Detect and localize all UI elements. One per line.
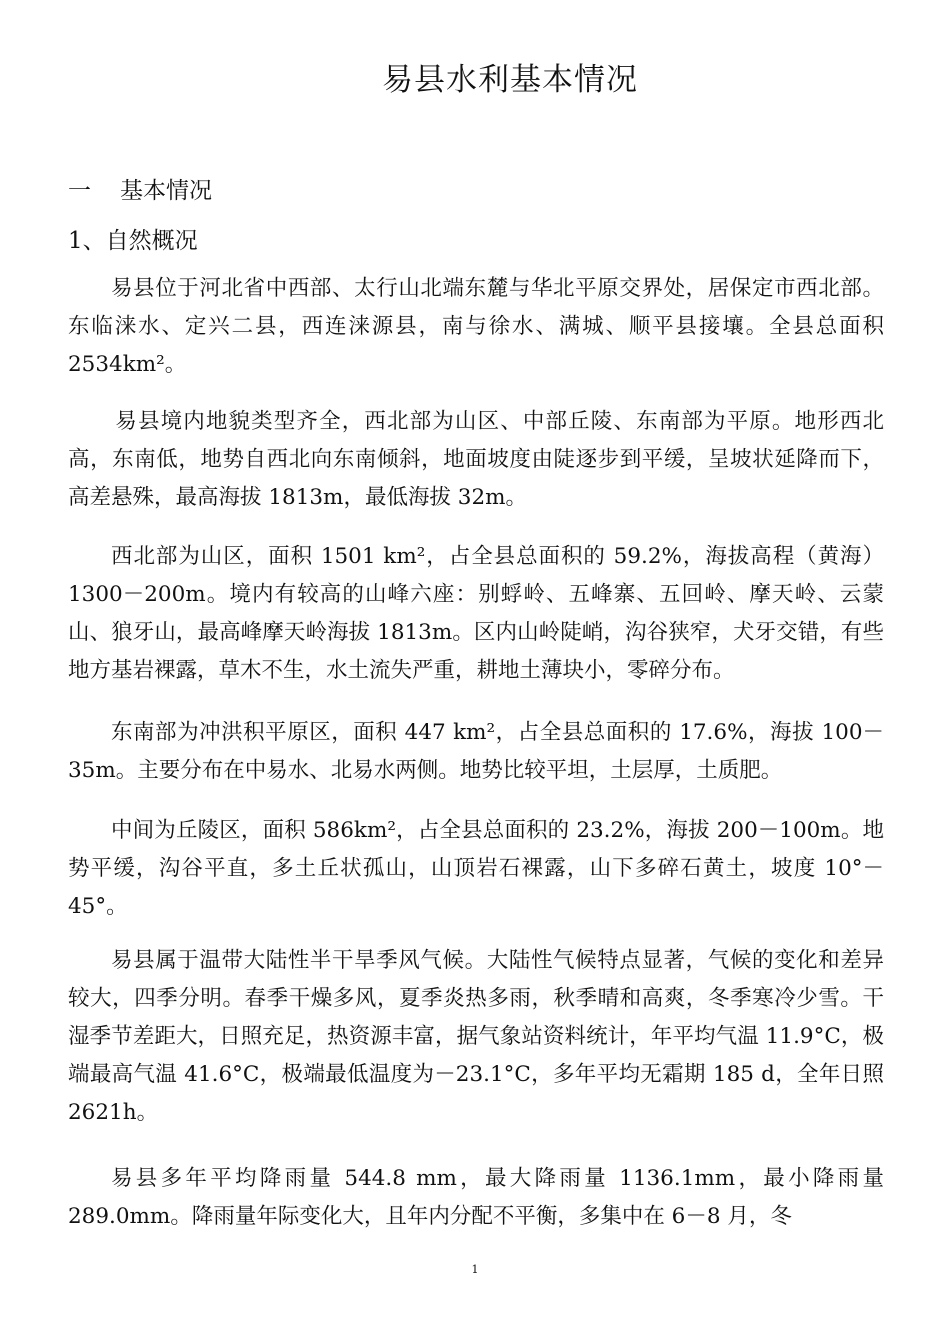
document-title: 易县水利基本情况 [382,62,638,98]
paragraph-terrain: 易县境内地貌类型齐全，西北部为山区、中部丘陵、东南部为平原。地形西北高，东南低，地势自西北向东南倾斜，地面坡度由陡逐步到平缓，呈坡状延降而下，高差悬殊，最高海拔 1813m，最低海拔 32m。 [68,409,884,510]
section-number: 一 [68,178,91,204]
paragraph-location: 易县位于河北省中西部、太行山北端东麓与华北平原交界处，居保定市西北部。东临涞水、定兴二县，西连涞源县，南与徐水、满城、顺平县接壤。全县总面积 2534km²。 [68,276,884,377]
paragraph-climate: 易县属于温带大陆性半干旱季风气候。大陆性气候特点显著，气候的变化和差异较大，四季分明。春季干燥多风，夏季炎热多雨，秋季晴和高爽，冬季寒冷少雪。干湿季节差距大，日照充足，热资源丰富，据气象站资料统计，年平均气温 11.9°C，极端最高气温 41.6°C，极端最低温度为－23.1°C，多年平均无霜期 185 d，全年日照 2621h。 [68,948,884,1125]
paragraph-mountain-area: 西北部为山区，面积 1501 km²，占全县总面积的 59.2%，海拔高程（黄海）1300－200m。境内有较高的山峰六座：别蜉岭、五峰寨、五回岭、摩天岭、云蒙山、狼牙山，最高峰摩天岭海拔 1813m。区内山岭陡峭，沟谷狭窄，犬牙交错，有些地方基岩裸露，草木不生，水土流失严重，耕地土薄块小，零碎分布。 [68,544,884,683]
section-label: 基本情况 [120,178,212,204]
paragraph-rainfall: 易县多年平均降雨量 544.8 mm，最大降雨量 1136.1mm，最小降雨量 289.0mm。降雨量年际变化大，且年内分配不平衡，多集中在 6－8 月，冬 [68,1166,884,1229]
paragraph-hill-area: 中间为丘陵区，面积 586km²，占全县总面积的 23.2%，海拔 200－100m。地势平缓，沟谷平直，多土丘状孤山，山顶岩石裸露，山下多碎石黄土，坡度 10°－45°。 [68,818,884,919]
section-heading [68,172,212,205]
paragraph-plain-area: 东南部为冲洪积平原区，面积 447 km²，占全县总面积的 17.6%，海拔 100－35m。主要分布在中易水、北易水两侧。地势比较平坦，土层厚，土质肥。 [68,720,884,783]
page-number: 1 [471,1263,479,1276]
subsection-heading: 1、自然概况 [68,228,198,254]
